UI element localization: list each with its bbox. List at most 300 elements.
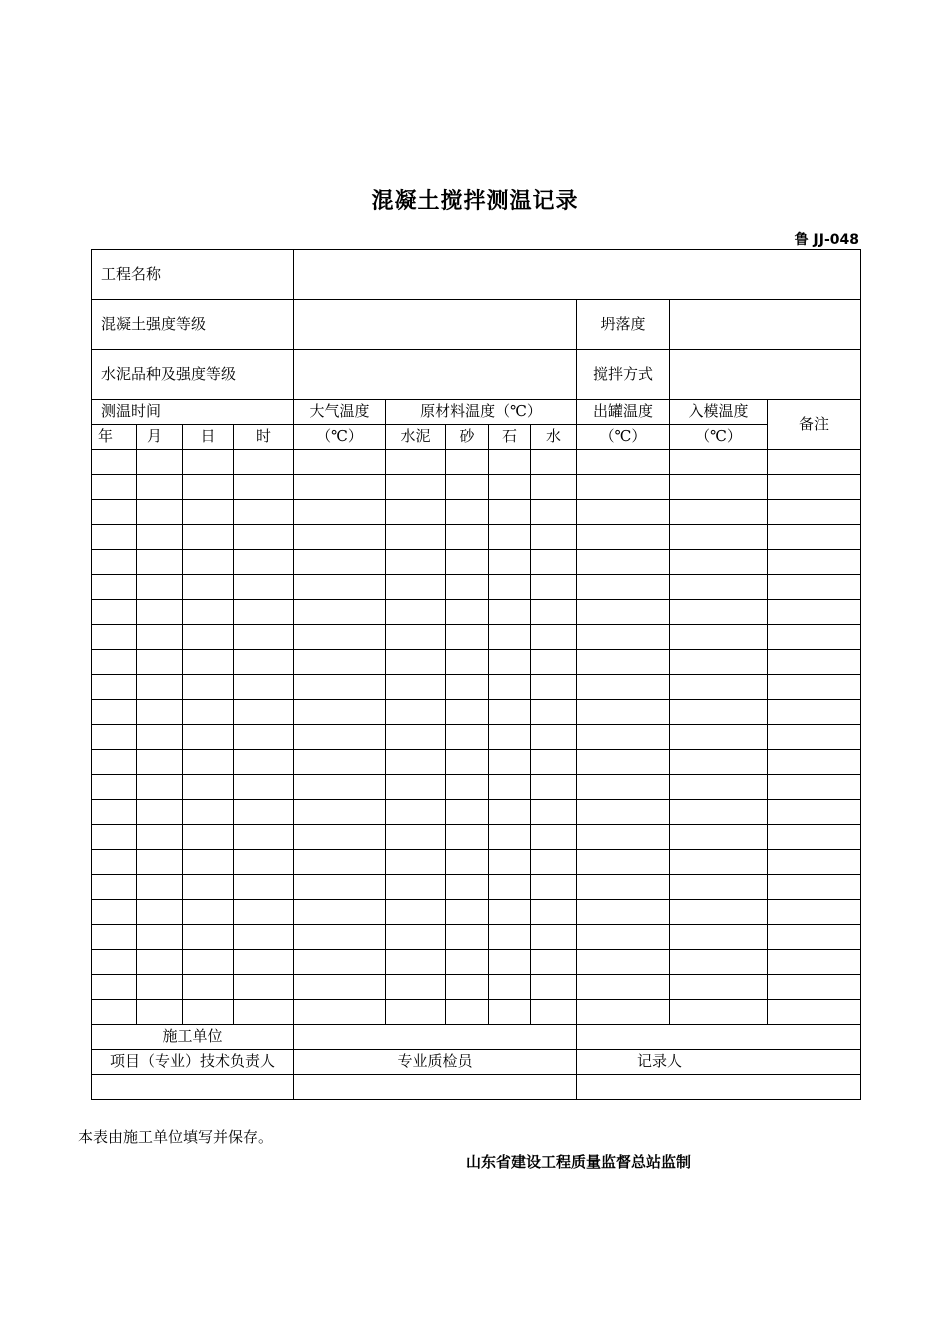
material-temp-header: 原材料温度（℃） <box>386 400 577 425</box>
air-temp-cell[interactable] <box>294 800 386 825</box>
water-temp-cell[interactable] <box>531 775 577 800</box>
water-temp-cell[interactable] <box>531 675 577 700</box>
cement-temp-cell[interactable] <box>386 725 446 750</box>
hour-cell[interactable] <box>234 975 294 1000</box>
mold-temp-cell[interactable] <box>670 975 768 1000</box>
month-cell[interactable] <box>137 550 183 575</box>
mold-temp-cell[interactable] <box>670 900 768 925</box>
year-cell[interactable] <box>92 950 137 975</box>
stone-temp-cell[interactable] <box>489 775 531 800</box>
discharge-temp-cell[interactable] <box>577 500 670 525</box>
mold-temp-cell[interactable] <box>670 725 768 750</box>
sand-temp-cell[interactable] <box>446 700 489 725</box>
air-temp-cell[interactable] <box>294 575 386 600</box>
day-cell[interactable] <box>183 725 234 750</box>
water-temp-cell[interactable] <box>531 625 577 650</box>
temperature-record-table <box>91 249 861 1100</box>
water-temp-cell[interactable] <box>531 1000 577 1025</box>
day-cell[interactable] <box>183 850 234 875</box>
mold-temp-header-line2: （℃） <box>670 425 768 450</box>
hour-cell[interactable] <box>234 750 294 775</box>
stone-temp-cell[interactable] <box>489 950 531 975</box>
discharge-temp-cell[interactable] <box>577 875 670 900</box>
day-cell[interactable] <box>183 975 234 1000</box>
remarks-cell[interactable] <box>768 550 861 575</box>
sand-temp-cell[interactable] <box>446 775 489 800</box>
year-cell[interactable] <box>92 875 137 900</box>
day-cell[interactable] <box>183 575 234 600</box>
project-name-field[interactable] <box>294 250 861 300</box>
water-temp-cell[interactable] <box>531 825 577 850</box>
stone-temp-cell[interactable] <box>489 750 531 775</box>
mold-temp-cell[interactable] <box>670 950 768 975</box>
discharge-temp-cell[interactable] <box>577 925 670 950</box>
mold-temp-cell[interactable] <box>670 550 768 575</box>
table-row <box>92 750 861 775</box>
stone-temp-cell[interactable] <box>489 875 531 900</box>
sand-temp-cell[interactable] <box>446 1000 489 1025</box>
air-temp-cell[interactable] <box>294 925 386 950</box>
year-cell[interactable] <box>92 900 137 925</box>
mold-temp-cell[interactable] <box>670 650 768 675</box>
discharge-temp-cell[interactable] <box>577 550 670 575</box>
hour-cell[interactable] <box>234 1000 294 1025</box>
water-temp-cell[interactable] <box>531 925 577 950</box>
month-cell[interactable] <box>137 675 183 700</box>
air-temp-cell[interactable] <box>294 550 386 575</box>
discharge-temp-cell[interactable] <box>577 825 670 850</box>
sand-temp-cell[interactable] <box>446 875 489 900</box>
air-temp-cell[interactable] <box>294 900 386 925</box>
cement-temp-cell[interactable] <box>386 925 446 950</box>
stone-temp-cell[interactable] <box>489 625 531 650</box>
stone-temp-cell[interactable] <box>489 575 531 600</box>
remarks-cell[interactable] <box>768 825 861 850</box>
year-cell[interactable] <box>92 600 137 625</box>
year-cell[interactable] <box>92 525 137 550</box>
sand-temp-cell[interactable] <box>446 750 489 775</box>
month-cell[interactable] <box>137 625 183 650</box>
stone-temp-cell[interactable] <box>489 1000 531 1025</box>
year-cell[interactable] <box>92 675 137 700</box>
year-cell[interactable] <box>92 500 137 525</box>
day-cell[interactable] <box>183 950 234 975</box>
cement-temp-cell[interactable] <box>386 475 446 500</box>
air-temp-cell[interactable] <box>294 950 386 975</box>
year-cell[interactable] <box>92 450 137 475</box>
table-row <box>92 950 861 975</box>
remarks-cell[interactable] <box>768 700 861 725</box>
day-cell[interactable] <box>183 1000 234 1025</box>
mold-temp-cell[interactable] <box>670 750 768 775</box>
water-temp-cell[interactable] <box>531 850 577 875</box>
contractor-extra-field[interactable] <box>577 1025 861 1050</box>
sand-temp-cell[interactable] <box>446 725 489 750</box>
air-temp-cell[interactable] <box>294 475 386 500</box>
stone-temp-cell[interactable] <box>489 450 531 475</box>
mold-temp-cell[interactable] <box>670 875 768 900</box>
hour-cell[interactable] <box>234 925 294 950</box>
sand-temp-cell[interactable] <box>446 500 489 525</box>
sand-temp-cell[interactable] <box>446 625 489 650</box>
remarks-cell[interactable] <box>768 1000 861 1025</box>
recorder-signature-field[interactable] <box>577 1075 861 1100</box>
mold-temp-cell[interactable] <box>670 600 768 625</box>
hour-cell[interactable] <box>234 850 294 875</box>
year-cell[interactable] <box>92 625 137 650</box>
water-temp-cell[interactable] <box>531 950 577 975</box>
table-row <box>92 475 861 500</box>
remarks-cell[interactable] <box>768 850 861 875</box>
hour-cell[interactable] <box>234 800 294 825</box>
remarks-cell[interactable] <box>768 500 861 525</box>
cement-temp-cell[interactable] <box>386 450 446 475</box>
month-cell[interactable] <box>137 825 183 850</box>
mold-temp-cell[interactable] <box>670 775 768 800</box>
sand-temp-cell[interactable] <box>446 900 489 925</box>
cement-temp-cell[interactable] <box>386 500 446 525</box>
cement-field[interactable] <box>294 350 577 400</box>
discharge-temp-cell[interactable] <box>577 600 670 625</box>
cement-temp-cell[interactable] <box>386 675 446 700</box>
discharge-temp-cell[interactable] <box>577 450 670 475</box>
day-cell[interactable] <box>183 450 234 475</box>
table-row <box>92 675 861 700</box>
year-cell[interactable] <box>92 975 137 1000</box>
cement-temp-cell[interactable] <box>386 600 446 625</box>
discharge-temp-cell[interactable] <box>577 675 670 700</box>
hour-cell[interactable] <box>234 450 294 475</box>
month-cell[interactable] <box>137 800 183 825</box>
year-cell[interactable] <box>92 650 137 675</box>
water-temp-cell[interactable] <box>531 875 577 900</box>
cement-temp-cell[interactable] <box>386 775 446 800</box>
year-cell[interactable] <box>92 800 137 825</box>
remarks-cell[interactable] <box>768 625 861 650</box>
year-cell[interactable] <box>92 925 137 950</box>
stone-temp-cell[interactable] <box>489 550 531 575</box>
month-cell[interactable] <box>137 525 183 550</box>
month-cell[interactable] <box>137 925 183 950</box>
hour-cell[interactable] <box>234 625 294 650</box>
water-temp-cell[interactable] <box>531 500 577 525</box>
hour-cell[interactable] <box>234 825 294 850</box>
hour-cell[interactable] <box>234 575 294 600</box>
mold-temp-cell[interactable] <box>670 500 768 525</box>
discharge-temp-cell[interactable] <box>577 575 670 600</box>
mold-temp-cell[interactable] <box>670 475 768 500</box>
remarks-cell[interactable] <box>768 975 861 1000</box>
month-cell[interactable] <box>137 875 183 900</box>
air-temp-cell[interactable] <box>294 850 386 875</box>
stone-temp-cell[interactable] <box>489 800 531 825</box>
air-temp-cell[interactable] <box>294 1000 386 1025</box>
water-temp-cell[interactable] <box>531 725 577 750</box>
discharge-temp-cell[interactable] <box>577 800 670 825</box>
discharge-temp-cell[interactable] <box>577 525 670 550</box>
air-temp-cell[interactable] <box>294 500 386 525</box>
stone-temp-cell[interactable] <box>489 850 531 875</box>
day-cell[interactable] <box>183 775 234 800</box>
discharge-temp-cell[interactable] <box>577 750 670 775</box>
mold-temp-cell[interactable] <box>670 675 768 700</box>
day-cell[interactable] <box>183 500 234 525</box>
month-cell[interactable] <box>137 775 183 800</box>
water-temp-cell[interactable] <box>531 550 577 575</box>
mold-temp-cell[interactable] <box>670 825 768 850</box>
stone-temp-cell[interactable] <box>489 900 531 925</box>
day-cell[interactable] <box>183 925 234 950</box>
stone-temp-cell[interactable] <box>489 700 531 725</box>
discharge-temp-cell[interactable] <box>577 950 670 975</box>
cement-temp-cell[interactable] <box>386 875 446 900</box>
sand-temp-cell[interactable] <box>446 475 489 500</box>
qc-inspector-signature-field[interactable] <box>294 1075 577 1100</box>
month-cell[interactable] <box>137 850 183 875</box>
remarks-cell[interactable] <box>768 450 861 475</box>
discharge-temp-cell[interactable] <box>577 1000 670 1025</box>
month-cell[interactable] <box>137 500 183 525</box>
month-cell[interactable] <box>137 450 183 475</box>
day-cell[interactable] <box>183 700 234 725</box>
remarks-cell[interactable] <box>768 800 861 825</box>
air-temp-cell[interactable] <box>294 675 386 700</box>
remarks-cell[interactable] <box>768 675 861 700</box>
day-cell[interactable] <box>183 475 234 500</box>
month-cell[interactable] <box>137 475 183 500</box>
water-temp-cell[interactable] <box>531 975 577 1000</box>
mold-temp-cell[interactable] <box>670 925 768 950</box>
slump-label: 坍落度 <box>577 300 670 350</box>
table-row <box>92 925 861 950</box>
month-cell[interactable] <box>137 900 183 925</box>
day-cell[interactable] <box>183 900 234 925</box>
air-temp-cell[interactable] <box>294 875 386 900</box>
day-cell[interactable] <box>183 625 234 650</box>
day-cell[interactable] <box>183 875 234 900</box>
mold-temp-cell[interactable] <box>670 800 768 825</box>
water-temp-cell[interactable] <box>531 600 577 625</box>
year-cell[interactable] <box>92 475 137 500</box>
hour-cell[interactable] <box>234 500 294 525</box>
water-temp-cell[interactable] <box>531 575 577 600</box>
hour-cell[interactable] <box>234 525 294 550</box>
issuer: 山东省建设工程质量监督总站监制 <box>466 1153 692 1171</box>
remarks-cell[interactable] <box>768 900 861 925</box>
sand-temp-cell[interactable] <box>446 550 489 575</box>
sand-temp-cell[interactable] <box>446 850 489 875</box>
cement-temp-cell[interactable] <box>386 700 446 725</box>
tech-lead-signature-field[interactable] <box>92 1075 294 1100</box>
stone-temp-cell[interactable] <box>489 600 531 625</box>
air-temp-cell[interactable] <box>294 775 386 800</box>
water-temp-cell[interactable] <box>531 700 577 725</box>
water-temp-cell[interactable] <box>531 475 577 500</box>
remarks-cell[interactable] <box>768 575 861 600</box>
sand-temp-cell[interactable] <box>446 925 489 950</box>
remarks-cell[interactable] <box>768 925 861 950</box>
cement-temp-cell[interactable] <box>386 525 446 550</box>
mold-temp-cell[interactable] <box>670 625 768 650</box>
discharge-temp-cell[interactable] <box>577 850 670 875</box>
year-cell[interactable] <box>92 1000 137 1025</box>
remarks-cell[interactable] <box>768 600 861 625</box>
hour-cell[interactable] <box>234 725 294 750</box>
month-cell[interactable] <box>137 975 183 1000</box>
mold-temp-cell[interactable] <box>670 1000 768 1025</box>
remarks-cell[interactable] <box>768 650 861 675</box>
hour-cell[interactable] <box>234 775 294 800</box>
mold-temp-cell[interactable] <box>670 575 768 600</box>
hour-cell[interactable] <box>234 950 294 975</box>
cement-temp-cell[interactable] <box>386 550 446 575</box>
sand-temp-cell[interactable] <box>446 975 489 1000</box>
sand-temp-cell[interactable] <box>446 525 489 550</box>
remarks-cell[interactable] <box>768 950 861 975</box>
sand-temp-cell[interactable] <box>446 675 489 700</box>
cement-temp-cell[interactable] <box>386 900 446 925</box>
cement-temp-cell[interactable] <box>386 975 446 1000</box>
sand-temp-cell[interactable] <box>446 575 489 600</box>
stone-temp-cell[interactable] <box>489 975 531 1000</box>
year-cell[interactable] <box>92 550 137 575</box>
hour-cell[interactable] <box>234 550 294 575</box>
day-cell[interactable] <box>183 525 234 550</box>
hour-cell[interactable] <box>234 875 294 900</box>
air-temp-cell[interactable] <box>294 600 386 625</box>
remarks-cell[interactable] <box>768 775 861 800</box>
hour-cell[interactable] <box>234 475 294 500</box>
day-cell[interactable] <box>183 750 234 775</box>
cement-temp-cell[interactable] <box>386 1000 446 1025</box>
cement-temp-cell[interactable] <box>386 625 446 650</box>
hour-cell[interactable] <box>234 600 294 625</box>
remarks-cell[interactable] <box>768 475 861 500</box>
year-cell[interactable] <box>92 850 137 875</box>
hour-cell[interactable] <box>234 650 294 675</box>
cement-temp-cell[interactable] <box>386 825 446 850</box>
cement-temp-cell[interactable] <box>386 950 446 975</box>
discharge-temp-cell[interactable] <box>577 725 670 750</box>
year-cell[interactable] <box>92 825 137 850</box>
sand-temp-cell[interactable] <box>446 825 489 850</box>
cement-temp-cell[interactable] <box>386 850 446 875</box>
contractor-field[interactable] <box>294 1025 577 1050</box>
water-temp-cell[interactable] <box>531 750 577 775</box>
cement-row <box>92 350 861 400</box>
day-cell[interactable] <box>183 550 234 575</box>
air-temp-cell[interactable] <box>294 750 386 775</box>
day-cell[interactable] <box>183 650 234 675</box>
tech-lead-label: 项目（专业）技术负责人 <box>92 1050 294 1075</box>
stone-temp-cell[interactable] <box>489 500 531 525</box>
year-cell[interactable] <box>92 725 137 750</box>
remarks-cell[interactable] <box>768 525 861 550</box>
mold-temp-cell[interactable] <box>670 700 768 725</box>
discharge-temp-cell[interactable] <box>577 700 670 725</box>
water-temp-cell[interactable] <box>531 525 577 550</box>
discharge-temp-cell[interactable] <box>577 900 670 925</box>
air-temp-cell[interactable] <box>294 650 386 675</box>
year-cell[interactable] <box>92 575 137 600</box>
stone-temp-cell[interactable] <box>489 675 531 700</box>
day-cell[interactable] <box>183 825 234 850</box>
month-cell[interactable] <box>137 600 183 625</box>
air-temp-cell[interactable] <box>294 825 386 850</box>
stone-temp-cell[interactable] <box>489 525 531 550</box>
sand-temp-cell[interactable] <box>446 600 489 625</box>
month-header: 月 <box>137 425 183 450</box>
table-row <box>92 775 861 800</box>
stone-temp-cell[interactable] <box>489 475 531 500</box>
day-cell[interactable] <box>183 800 234 825</box>
stone-temp-cell[interactable] <box>489 650 531 675</box>
air-temp-cell[interactable] <box>294 450 386 475</box>
month-cell[interactable] <box>137 725 183 750</box>
hour-cell[interactable] <box>234 700 294 725</box>
discharge-temp-cell[interactable] <box>577 975 670 1000</box>
water-temp-cell[interactable] <box>531 450 577 475</box>
year-cell[interactable] <box>92 775 137 800</box>
month-cell[interactable] <box>137 700 183 725</box>
sand-temp-cell[interactable] <box>446 450 489 475</box>
water-temp-cell[interactable] <box>531 800 577 825</box>
mold-temp-cell[interactable] <box>670 525 768 550</box>
cement-temp-cell[interactable] <box>386 650 446 675</box>
day-cell[interactable] <box>183 675 234 700</box>
stone-temp-cell[interactable] <box>489 825 531 850</box>
year-cell[interactable] <box>92 700 137 725</box>
remarks-cell[interactable] <box>768 875 861 900</box>
air-temp-cell[interactable] <box>294 725 386 750</box>
air-temp-cell[interactable] <box>294 975 386 1000</box>
air-temp-cell[interactable] <box>294 625 386 650</box>
month-cell[interactable] <box>137 750 183 775</box>
month-cell[interactable] <box>137 1000 183 1025</box>
slump-field[interactable] <box>670 300 861 350</box>
water-temp-cell[interactable] <box>531 900 577 925</box>
month-cell[interactable] <box>137 575 183 600</box>
year-cell[interactable] <box>92 750 137 775</box>
cement-temp-cell[interactable] <box>386 750 446 775</box>
discharge-temp-cell[interactable] <box>577 475 670 500</box>
hour-cell[interactable] <box>234 675 294 700</box>
air-temp-cell[interactable] <box>294 525 386 550</box>
water-temp-cell[interactable] <box>531 650 577 675</box>
cement-temp-cell[interactable] <box>386 800 446 825</box>
discharge-temp-cell[interactable] <box>577 775 670 800</box>
air-temp-cell[interactable] <box>294 700 386 725</box>
stone-temp-cell[interactable] <box>489 925 531 950</box>
concrete-grade-field[interactable] <box>294 300 577 350</box>
day-cell[interactable] <box>183 600 234 625</box>
mixing-field[interactable] <box>670 350 861 400</box>
mold-temp-cell[interactable] <box>670 450 768 475</box>
sand-temp-cell[interactable] <box>446 650 489 675</box>
remarks-cell[interactable] <box>768 750 861 775</box>
month-cell[interactable] <box>137 950 183 975</box>
discharge-temp-cell[interactable] <box>577 625 670 650</box>
sand-temp-cell[interactable] <box>446 950 489 975</box>
month-cell[interactable] <box>137 650 183 675</box>
remarks-cell[interactable] <box>768 725 861 750</box>
cement-temp-cell[interactable] <box>386 575 446 600</box>
stone-temp-cell[interactable] <box>489 725 531 750</box>
discharge-temp-cell[interactable] <box>577 650 670 675</box>
hour-cell[interactable] <box>234 900 294 925</box>
sand-temp-cell[interactable] <box>446 800 489 825</box>
mold-temp-cell[interactable] <box>670 850 768 875</box>
